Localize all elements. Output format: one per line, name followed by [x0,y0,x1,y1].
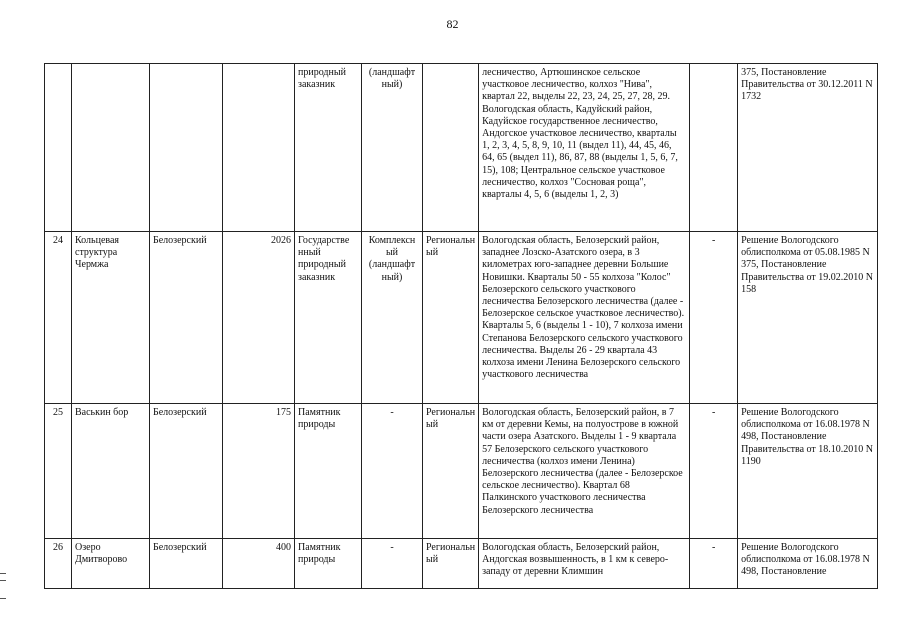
area-name-cell [72,64,150,232]
district-cell [150,64,223,232]
significance-cell: Региональн ый [423,539,479,589]
table-row [45,539,878,589]
margin-mark [0,573,6,574]
page-number: 82 [446,17,459,31]
margin-mark [0,598,6,599]
legal-documents-cell: Решение Вологодского облисполкома от 16.08.1978 N 498, Постановление Правительства от 18.10.2010 N 1190 [738,404,878,539]
table-row [45,404,878,539]
dash-marker-cell [690,64,738,232]
significance-cell: Региональн ый [423,232,479,404]
dash-marker-cell: - [690,232,738,404]
protected-areas-table [44,63,878,589]
location-cell: Вологодская область, Белозерский район, западнее Лозско-Азатского озера, в 3 километрах юго-западнее деревни Большие Новишки. Кварталы 50 - 55 колхоза "Колос" Белозерского сельского участкового лесничества Белозерского лесничества (далее - Белозерское сельское участковое лесничество). Кварталы 5, 6 (выделы 1 - 10), 7 колхоза имени Степанова Белозерского сельского участкового лесничества. Выделы 26 - 29 квартала 43 колхоза имени Ленина Белозерского сельского участкового лесничества [479,232,690,404]
margin-mark [0,580,6,581]
area-hectares-cell [223,64,295,232]
profile-cell: (ландшафт ный) [362,64,423,232]
profile-cell: Комплексн ый (ландшафт ный) [362,232,423,404]
area-hectares-cell: 2026 [223,232,295,404]
significance-cell: Региональн ый [423,404,479,539]
profile-cell: - [362,404,423,539]
area-name-cell: Озеро Дмитворово [72,539,150,589]
district-cell: Белозерский [150,404,223,539]
area-hectares-cell: 400 [223,539,295,589]
legal-documents-cell: Решение Вологодского облисполкома от 16.08.1978 N 498, Постановление [738,539,878,589]
dash-marker-cell: - [690,539,738,589]
location-cell: Вологодская область, Белозерский район, в 7 км от деревни Кемы, на полуострове в южной части озера Азатского. Выделы 1 - 9 квартала 57 Белозерского сельского участкового лесничества (колхоз имени Ленина) Белозерского лесничества (далее - Белозерское сельское лесничество). Квартал 68 Палкинского участкового лесничества Белозерского лесничества [479,404,690,539]
area-name-cell: Васькин бор [72,404,150,539]
significance-cell [423,64,479,232]
table-row [45,64,878,232]
category-cell: природный заказник [295,64,362,232]
row-number-cell: 24 [45,232,72,404]
row-number-cell [45,64,72,232]
category-cell: Памятник природы [295,539,362,589]
dash-marker-cell: - [690,404,738,539]
location-cell: лесничество, Артюшинское сельское участковое лесничество, колхоз "Нива", квартал 22, выделы 22, 23, 24, 25, 27, 28, 29. Вологодская область, Кадуйский район, Кадуйское государственное лесничество, Андогское участковое лесничество, кварталы 1, 2, 3, 4, 5, 8, 9, 10, 11 (выдел 11), 44, 45, 46, 64, 65 (выдел 11), 86, 87, 88 (выделы 1, 5, 6, 7, 15), 108; Центральное сельское участковое лесничество, колхоз "Сосновая роща", кварталы 4, 5, 6 (выделы 1, 2, 3) [479,64,690,232]
legal-documents-cell: 375, Постановление Правительства от 30.12.2011 N 1732 [738,64,878,232]
area-hectares-cell: 175 [223,404,295,539]
row-number-cell: 25 [45,404,72,539]
district-cell: Белозерский [150,232,223,404]
category-cell: Государстве нный природный заказник [295,232,362,404]
area-name-cell: Кольцевая структура Чермжа [72,232,150,404]
location-cell: Вологодская область, Белозерский район, Андогская возвышенность, в 1 км к северо-западу от деревни Климшин [479,539,690,589]
category-cell: Памятник природы [295,404,362,539]
profile-cell: - [362,539,423,589]
row-number-cell: 26 [45,539,72,589]
table-row [45,232,878,404]
legal-documents-cell: Решение Вологодского облисполкома от 05.08.1985 N 375, Постановление Правительства от 19.02.2010 N 158 [738,232,878,404]
district-cell: Белозерский [150,539,223,589]
